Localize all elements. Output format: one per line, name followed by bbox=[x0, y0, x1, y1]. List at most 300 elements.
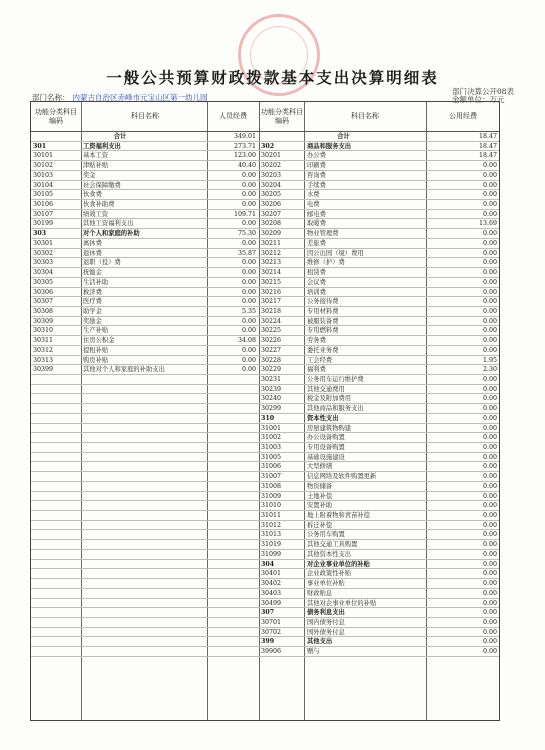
left-item-code: 30312 bbox=[33, 346, 54, 354]
table-row bbox=[31, 219, 499, 229]
left-item-amount: 35.87 bbox=[237, 249, 256, 257]
right-item-code: 30225 bbox=[261, 327, 282, 335]
right-item-code: 30403 bbox=[261, 589, 282, 597]
right-item-name: 其他交通费用 bbox=[307, 385, 345, 393]
left-item-code: 30313 bbox=[33, 356, 54, 364]
right-item-amount: 0.00 bbox=[482, 191, 497, 199]
left-item-amount: 0.00 bbox=[241, 239, 256, 247]
department-name: 内蒙古自治区赤峰市元宝山区第一幼儿园 bbox=[72, 93, 208, 102]
left-item-amount: 0.00 bbox=[241, 171, 256, 179]
right-item-code: 30401 bbox=[261, 570, 282, 578]
right-item-amount: 0.00 bbox=[482, 550, 497, 558]
left-item-name: 基本工资 bbox=[83, 152, 109, 160]
left-item-name: 购房补贴 bbox=[83, 356, 109, 364]
right-item-name: 税金及附加费用 bbox=[307, 395, 352, 403]
table-row bbox=[31, 171, 499, 181]
table-row bbox=[31, 569, 499, 579]
left-item-name: 奖励金 bbox=[83, 317, 102, 325]
table-row bbox=[31, 210, 499, 220]
right-item-code: 30213 bbox=[261, 259, 282, 267]
right-item-code: 30207 bbox=[261, 210, 282, 218]
right-item-name: 福利费 bbox=[307, 366, 326, 374]
right-item-amount: 0.00 bbox=[482, 171, 497, 179]
right-item-amount: 0.00 bbox=[482, 259, 497, 267]
table-row bbox=[31, 278, 499, 288]
left-item-code: 30103 bbox=[33, 171, 54, 179]
left-item-name: 离休费 bbox=[83, 239, 102, 247]
right-item-code: 30204 bbox=[261, 181, 282, 189]
left-item-code: 30301 bbox=[33, 239, 54, 247]
table-row bbox=[31, 365, 499, 375]
right-item-name: 培训费 bbox=[307, 288, 326, 296]
table-row bbox=[31, 258, 499, 268]
right-item-amount: 0.00 bbox=[482, 463, 497, 471]
right-item-name: 被服装备费 bbox=[307, 317, 339, 325]
header-left-amount: 人员经费 bbox=[219, 112, 247, 120]
table-row bbox=[31, 394, 499, 404]
right-item-code: 30702 bbox=[261, 628, 282, 636]
right-item-amount: 18.47 bbox=[478, 152, 497, 160]
right-item-code: 31019 bbox=[261, 541, 282, 549]
right-item-name: 其他交通工具购置 bbox=[307, 541, 358, 549]
table-row bbox=[31, 414, 499, 424]
left-item-name: 绩效工资 bbox=[83, 210, 109, 218]
right-item-name: 手续费 bbox=[307, 181, 326, 189]
right-item-name: 基础设施建设 bbox=[307, 453, 345, 461]
left-item-code: 301 bbox=[33, 142, 47, 150]
right-item-name: 赠与 bbox=[307, 648, 320, 656]
table-row bbox=[31, 589, 499, 599]
left-item-code: 30199 bbox=[33, 220, 54, 228]
table-row bbox=[31, 161, 499, 171]
left-item-name: 救济费 bbox=[83, 288, 102, 296]
right-item-name: 会议费 bbox=[307, 278, 326, 286]
left-item-amount: 0.00 bbox=[241, 259, 256, 267]
right-item-name: 租赁费 bbox=[307, 269, 326, 277]
left-item-amount: 273.71 bbox=[233, 142, 256, 150]
right-item-name: 办公设备购置 bbox=[307, 434, 345, 442]
right-item-amount: 0.00 bbox=[482, 609, 497, 617]
table-row bbox=[31, 404, 499, 414]
table-row bbox=[31, 151, 499, 161]
right-item-amount: 0.00 bbox=[482, 395, 497, 403]
left-item-amount: 109.71 bbox=[233, 210, 256, 218]
right-item-code: 30217 bbox=[261, 298, 282, 306]
right-item-amount: 0.00 bbox=[482, 473, 497, 481]
header-right-amount: 公用经费 bbox=[449, 112, 477, 120]
right-item-name: 专用材料费 bbox=[307, 307, 339, 315]
right-item-name: 物业管理费 bbox=[307, 230, 339, 238]
table-row bbox=[31, 550, 499, 560]
right-item-amount: 0.00 bbox=[482, 570, 497, 578]
right-item-code: 30228 bbox=[261, 356, 282, 364]
right-item-code: 30211 bbox=[261, 239, 282, 247]
right-item-amount: 0.00 bbox=[482, 317, 497, 325]
right-item-code: 31002 bbox=[261, 434, 282, 442]
left-item-code: 30102 bbox=[33, 162, 54, 170]
table-body bbox=[31, 132, 499, 657]
right-item-amount: 0.00 bbox=[482, 375, 497, 383]
left-item-name: 奖金 bbox=[83, 171, 96, 179]
table-row-total bbox=[31, 132, 499, 142]
left-item-code: 303 bbox=[33, 230, 47, 238]
right-item-code: 30240 bbox=[261, 395, 282, 403]
right-item-amount: 0.00 bbox=[482, 405, 497, 413]
right-item-code: 30209 bbox=[261, 230, 282, 238]
right-item-code: 31013 bbox=[261, 531, 282, 539]
left-item-code: 30101 bbox=[33, 152, 54, 160]
right-item-code: 31010 bbox=[261, 502, 282, 510]
left-item-amount: 0.00 bbox=[241, 201, 256, 209]
right-item-code: 30701 bbox=[261, 618, 282, 626]
table-header bbox=[31, 102, 499, 132]
left-item-amount: 75.30 bbox=[237, 230, 256, 238]
header-left-name: 科目名称 bbox=[131, 112, 159, 120]
left-item-name: 生活补助 bbox=[83, 278, 109, 286]
expenditure-table bbox=[30, 101, 500, 721]
right-item-amount: 0.00 bbox=[482, 560, 497, 568]
table-row bbox=[31, 492, 499, 502]
right-item-name: 劳务费 bbox=[307, 337, 326, 345]
right-item-amount: 0.00 bbox=[482, 589, 497, 597]
left-item-amount: 0.00 bbox=[241, 317, 256, 325]
left-item-code: 30106 bbox=[33, 201, 54, 209]
right-item-amount: 0.00 bbox=[482, 628, 497, 636]
right-item-name: 专用设备购置 bbox=[307, 444, 345, 451]
table-row bbox=[31, 268, 499, 278]
total-amount: 349.01 bbox=[233, 133, 256, 140]
left-item-name: 其他工资福利支出 bbox=[83, 220, 134, 228]
right-item-name: 国外债务付息 bbox=[307, 628, 345, 636]
right-item-name: 国内债务付息 bbox=[307, 618, 345, 626]
table-row bbox=[31, 647, 499, 657]
right-item-amount: 0.00 bbox=[482, 337, 497, 345]
right-item-amount: 0.00 bbox=[482, 541, 497, 549]
right-item-amount: 0.00 bbox=[482, 531, 497, 539]
right-item-amount: 0.00 bbox=[482, 230, 497, 238]
table-row bbox=[31, 356, 499, 366]
right-item-code: 30239 bbox=[261, 385, 282, 393]
right-item-amount: 0.00 bbox=[482, 249, 497, 257]
right-item-code: 30218 bbox=[261, 307, 282, 315]
left-item-amount: 0.00 bbox=[241, 366, 256, 374]
table-row bbox=[31, 375, 499, 385]
right-item-name: 大型修缮 bbox=[307, 463, 333, 471]
total-label: 合计 bbox=[113, 133, 127, 140]
right-item-amount: 0.00 bbox=[482, 210, 497, 218]
left-item-name: 退休费 bbox=[83, 249, 102, 257]
right-item-code: 30201 bbox=[261, 152, 282, 160]
right-item-amount: 0.00 bbox=[482, 492, 497, 500]
right-item-name: 公务用车购置 bbox=[307, 531, 345, 539]
right-item-name: 拆迁补偿 bbox=[307, 521, 333, 529]
table-row bbox=[31, 628, 499, 638]
table-row bbox=[31, 297, 499, 307]
total-right-label: 合计 bbox=[337, 133, 350, 140]
table-row bbox=[31, 307, 499, 317]
right-item-code: 31007 bbox=[261, 473, 282, 481]
right-item-code: 30215 bbox=[261, 278, 282, 286]
right-item-code: 31012 bbox=[261, 521, 282, 529]
right-item-code: 399 bbox=[261, 638, 275, 646]
right-item-name: 差旅费 bbox=[307, 239, 326, 247]
right-item-name: 土地补偿 bbox=[307, 492, 333, 500]
header-right-name: 科目名称 bbox=[351, 112, 379, 120]
left-item-name: 生产补贴 bbox=[83, 327, 109, 335]
right-item-code: 30203 bbox=[261, 171, 282, 179]
table-row bbox=[31, 462, 499, 472]
left-item-amount: 40.40 bbox=[237, 162, 256, 170]
right-item-amount: 0.00 bbox=[482, 434, 497, 442]
right-item-name: 公务接待费 bbox=[307, 298, 339, 306]
table-row bbox=[31, 317, 499, 327]
right-item-name: 其他支出 bbox=[307, 638, 333, 646]
table-row bbox=[31, 424, 499, 434]
right-item-amount: 0.00 bbox=[482, 502, 497, 510]
left-item-amount: 0.00 bbox=[241, 269, 256, 277]
left-item-name: 津贴补贴 bbox=[83, 162, 109, 170]
table-row bbox=[31, 200, 499, 210]
right-item-amount: 0.00 bbox=[482, 385, 497, 393]
header-left-code: 功能分类科目编码 bbox=[35, 108, 77, 125]
left-item-code: 30308 bbox=[33, 307, 54, 315]
right-item-name: 对企业事业单位的补贴 bbox=[307, 560, 370, 568]
right-item-code: 31005 bbox=[261, 453, 282, 461]
right-item-name: 工会经费 bbox=[307, 356, 333, 364]
right-item-amount: 0.00 bbox=[482, 444, 497, 451]
left-item-amount: 0.00 bbox=[241, 288, 256, 296]
right-item-name: 因公出国（境）费用 bbox=[307, 249, 364, 257]
left-item-code: 30303 bbox=[33, 259, 54, 267]
right-item-amount: 0.00 bbox=[482, 482, 497, 490]
right-item-name: 水费 bbox=[307, 191, 320, 199]
right-item-amount: 0.00 bbox=[482, 414, 497, 422]
table-row bbox=[31, 239, 499, 249]
right-item-name: 安置补助 bbox=[307, 502, 333, 510]
right-item-code: 31006 bbox=[261, 463, 282, 471]
left-item-code: 30304 bbox=[33, 269, 54, 277]
right-item-name: 物资储备 bbox=[307, 482, 333, 490]
right-item-code: 30214 bbox=[261, 269, 282, 277]
right-item-amount: 0.00 bbox=[482, 288, 497, 296]
left-item-amount: 0.00 bbox=[241, 220, 256, 228]
table-row bbox=[31, 511, 499, 521]
right-item-code: 30499 bbox=[261, 599, 282, 607]
right-item-name: 维修（护）费 bbox=[307, 259, 345, 267]
header-right-code: 功能分类科目编码 bbox=[261, 108, 303, 125]
left-item-name: 抚恤金 bbox=[83, 269, 102, 277]
right-item-amount: 0.00 bbox=[482, 201, 497, 209]
left-item-name: 医疗费 bbox=[83, 298, 102, 306]
left-item-amount: 0.00 bbox=[241, 356, 256, 364]
right-item-name: 电费 bbox=[307, 201, 320, 209]
form-number: 部门决算公开08表 bbox=[452, 87, 515, 96]
table-row bbox=[31, 599, 499, 609]
left-item-amount: 0.00 bbox=[241, 298, 256, 306]
left-item-amount: 0.00 bbox=[241, 346, 256, 354]
department-label: 部门名称： bbox=[32, 93, 70, 102]
right-item-name: 咨询费 bbox=[307, 171, 326, 179]
right-item-amount: 0.00 bbox=[482, 327, 497, 335]
table-row bbox=[31, 288, 499, 298]
left-item-code: 30307 bbox=[33, 298, 54, 306]
right-item-amount: 0.00 bbox=[482, 307, 497, 315]
left-item-amount: 0.00 bbox=[241, 191, 256, 199]
right-item-name: 信息网络及软件购置更新 bbox=[307, 473, 377, 481]
right-item-name: 印刷费 bbox=[307, 162, 326, 170]
left-item-code: 30399 bbox=[33, 366, 54, 374]
right-item-amount: 0.00 bbox=[482, 269, 497, 277]
right-item-amount: 0.00 bbox=[482, 298, 497, 306]
right-item-code: 307 bbox=[261, 609, 275, 617]
right-item-code: 39906 bbox=[261, 648, 282, 656]
right-item-code: 31001 bbox=[261, 424, 282, 432]
table-row bbox=[31, 346, 499, 356]
right-item-code: 30299 bbox=[261, 405, 282, 413]
right-item-code: 302 bbox=[261, 142, 275, 150]
right-item-name: 企业政策性补贴 bbox=[307, 570, 352, 578]
left-item-code: 30302 bbox=[33, 249, 54, 257]
right-item-code: 31008 bbox=[261, 482, 282, 490]
table-row bbox=[31, 540, 499, 550]
right-item-code: 30226 bbox=[261, 337, 282, 345]
left-item-code: 30105 bbox=[33, 191, 54, 199]
page-title: 一般公共预算财政拨款基本支出决算明细表 bbox=[106, 68, 439, 87]
table-row bbox=[31, 482, 499, 492]
table-row bbox=[31, 501, 499, 511]
left-item-amount: 0.00 bbox=[241, 278, 256, 286]
right-item-name: 房屋建筑物购建 bbox=[307, 424, 352, 432]
right-item-amount: 0.00 bbox=[482, 239, 497, 247]
left-item-amount: 123.00 bbox=[233, 152, 256, 160]
left-item-name: 提租补贴 bbox=[83, 346, 109, 354]
right-item-name: 事业单位补贴 bbox=[307, 580, 345, 588]
left-item-name: 住房公积金 bbox=[83, 337, 115, 345]
table-row bbox=[31, 560, 499, 570]
right-item-amount: 0.00 bbox=[482, 638, 497, 646]
left-item-amount: 5.35 bbox=[241, 307, 256, 315]
table-row bbox=[31, 190, 499, 200]
right-item-name: 其他商品和服务支出 bbox=[307, 405, 364, 413]
right-item-code: 30216 bbox=[261, 288, 282, 296]
amount-unit: 金额单位：万元 bbox=[452, 95, 505, 104]
right-item-code: 30224 bbox=[261, 317, 282, 325]
right-item-code: 30206 bbox=[261, 201, 282, 209]
table-row bbox=[31, 618, 499, 628]
right-item-amount: 18.47 bbox=[478, 142, 497, 150]
table-row bbox=[31, 336, 499, 346]
table-row bbox=[31, 608, 499, 618]
left-item-code: 30310 bbox=[33, 327, 54, 335]
right-item-amount: 0.00 bbox=[482, 512, 497, 520]
table-row bbox=[31, 181, 499, 191]
right-item-code: 30402 bbox=[261, 580, 282, 588]
table-row bbox=[31, 443, 499, 453]
right-item-code: 30208 bbox=[261, 220, 282, 228]
right-item-amount: 13.69 bbox=[478, 220, 497, 228]
right-item-amount: 0.00 bbox=[482, 580, 497, 588]
left-item-name: 其他对个人和家庭的补助支出 bbox=[83, 366, 165, 374]
table-row bbox=[31, 530, 499, 540]
left-item-name: 工资福利支出 bbox=[83, 142, 121, 150]
right-item-amount: 2.30 bbox=[482, 366, 497, 374]
left-item-code: 30305 bbox=[33, 278, 54, 286]
left-item-amount: 0.00 bbox=[241, 327, 256, 335]
right-item-code: 31099 bbox=[261, 550, 282, 558]
right-item-amount: 0.00 bbox=[482, 181, 497, 189]
right-item-name: 其他资本性支出 bbox=[307, 550, 352, 558]
right-item-name: 公务用车运行维护费 bbox=[307, 375, 364, 383]
right-item-amount: 0.00 bbox=[482, 278, 497, 286]
right-item-amount: 0.00 bbox=[482, 453, 497, 461]
left-item-code: 30311 bbox=[33, 337, 54, 345]
right-item-code: 31003 bbox=[261, 444, 282, 451]
left-item-name: 助学金 bbox=[83, 307, 102, 315]
right-item-name: 委托业务费 bbox=[307, 346, 339, 354]
table-row bbox=[31, 433, 499, 443]
right-item-code: 304 bbox=[261, 560, 275, 568]
right-item-code: 31011 bbox=[261, 512, 282, 520]
right-item-amount: 0.00 bbox=[482, 521, 497, 529]
table-row bbox=[31, 142, 499, 152]
table-row bbox=[31, 521, 499, 531]
right-item-name: 财政贴息 bbox=[307, 589, 333, 597]
right-item-name: 办公费 bbox=[307, 152, 326, 160]
table-row bbox=[31, 385, 499, 395]
left-item-code: 30104 bbox=[33, 181, 54, 189]
table-row bbox=[31, 249, 499, 259]
right-item-code: 31009 bbox=[261, 492, 282, 500]
table-row bbox=[31, 229, 499, 239]
right-item-name: 专用燃料费 bbox=[307, 327, 339, 335]
left-item-amount: 34.08 bbox=[237, 337, 256, 345]
left-item-amount: 0.00 bbox=[241, 181, 256, 189]
right-item-amount: 0.00 bbox=[482, 346, 497, 354]
right-item-code: 30202 bbox=[261, 162, 282, 170]
table-row bbox=[31, 326, 499, 336]
right-item-code: 310 bbox=[261, 414, 275, 422]
left-item-code: 30309 bbox=[33, 317, 54, 325]
right-item-code: 30227 bbox=[261, 346, 282, 354]
total-right-amount: 18.47 bbox=[478, 133, 497, 140]
right-item-amount: 0.00 bbox=[482, 618, 497, 626]
right-item-name: 资本性支出 bbox=[307, 414, 339, 422]
right-item-name: 其他对企事业单位的补贴 bbox=[307, 599, 377, 607]
right-item-amount: 0.00 bbox=[482, 424, 497, 432]
right-item-amount: 0.00 bbox=[482, 599, 497, 607]
left-item-code: 30306 bbox=[33, 288, 54, 296]
left-item-name: 伙食费 bbox=[83, 191, 102, 199]
right-item-name: 取暖费 bbox=[307, 220, 326, 228]
left-item-name: 对个人和家庭的补助 bbox=[83, 230, 140, 238]
left-item-name: 退职（役）费 bbox=[83, 259, 121, 267]
right-item-code: 30212 bbox=[261, 249, 282, 257]
right-item-amount: 0.00 bbox=[482, 162, 497, 170]
right-item-name: 商品和服务支出 bbox=[307, 142, 352, 150]
right-item-name: 邮电费 bbox=[307, 210, 326, 218]
right-item-code: 30205 bbox=[261, 191, 282, 199]
table-row bbox=[31, 472, 499, 482]
table-row bbox=[31, 637, 499, 647]
table-row bbox=[31, 453, 499, 463]
left-item-name: 社会保障缴费 bbox=[83, 181, 121, 189]
table-row bbox=[31, 579, 499, 589]
left-item-name: 伙食补助费 bbox=[83, 201, 115, 209]
left-item-code: 30107 bbox=[33, 210, 54, 218]
right-item-code: 30229 bbox=[261, 366, 282, 374]
right-item-amount: 1.95 bbox=[482, 356, 497, 364]
right-item-code: 30231 bbox=[261, 375, 282, 383]
